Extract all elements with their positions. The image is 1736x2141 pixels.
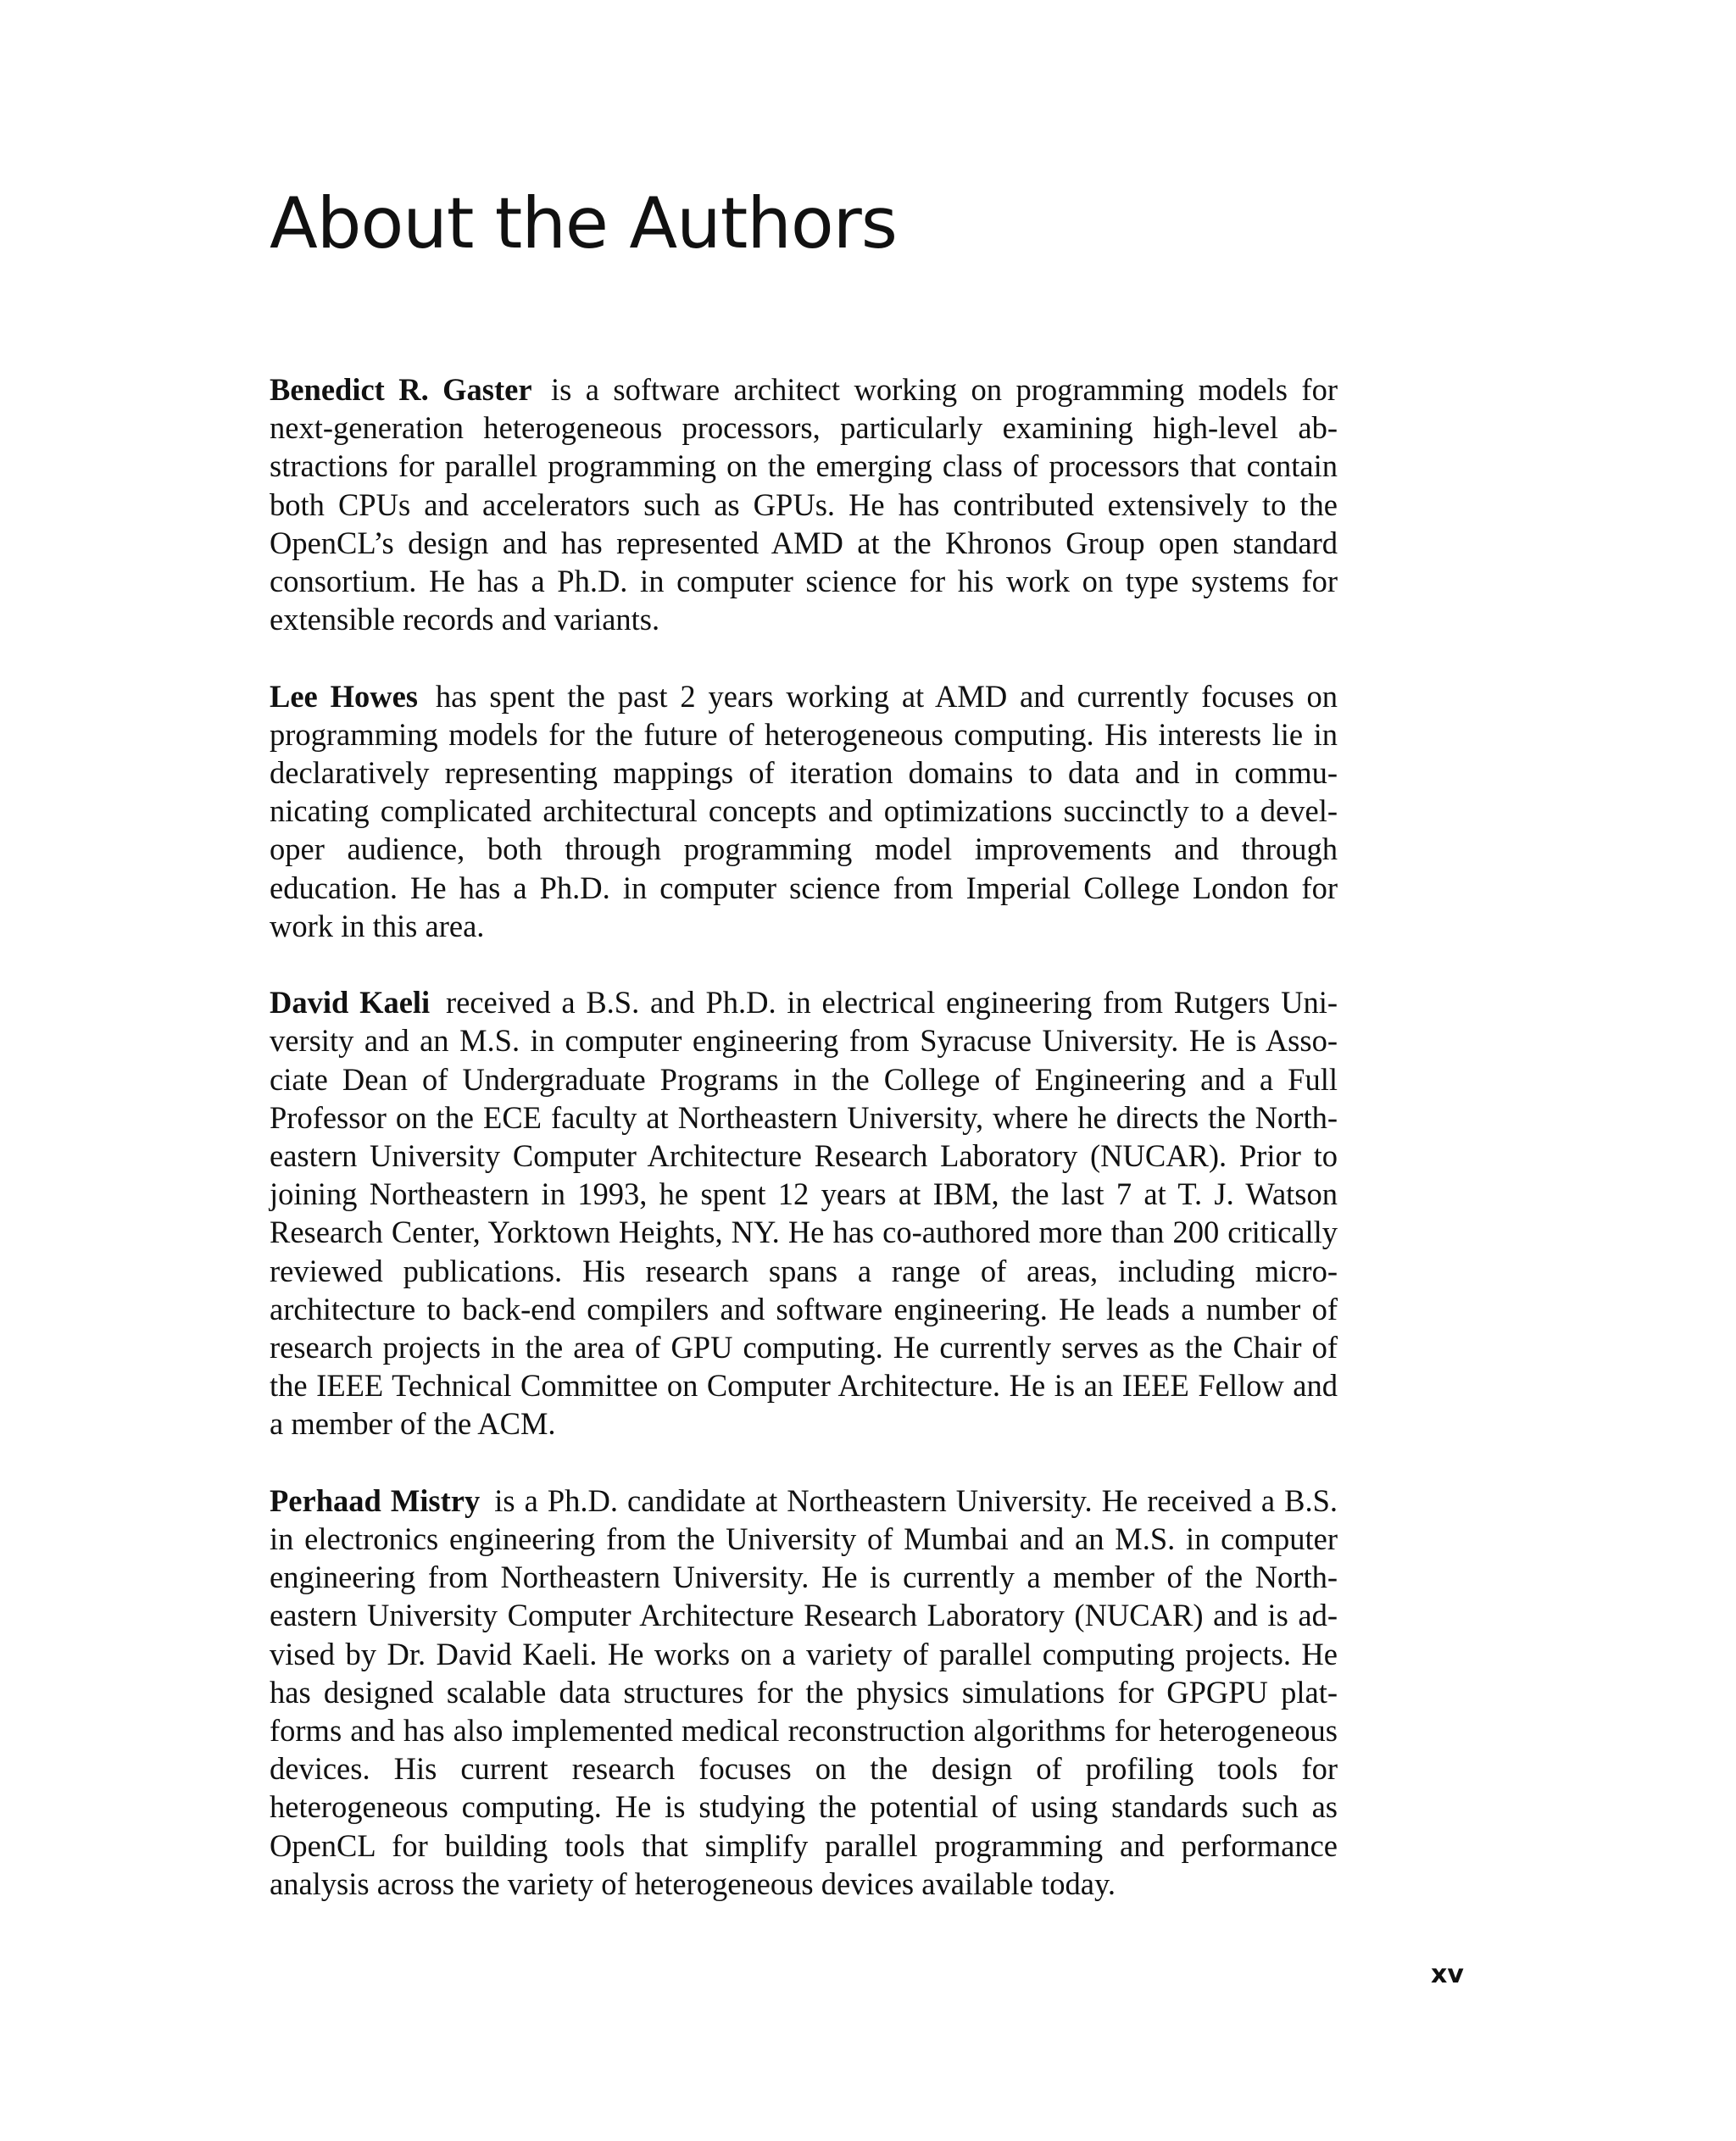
bio-text: has spent the past 2 years working at AMD and currently focuses on programming models for the future of heterogeneous computing. His interests lie in declaratively representing mappings of iteration domains to data and in communicating complicated architectural concepts and optimizations succinctly to a developer audience, both through programming model improvements and through education. He has a Ph.D. in computer science from Imperial College London for work in this area. bbox=[270, 678, 1338, 943]
bio-benedict-gaster bbox=[270, 370, 1338, 638]
bio-text: is a Ph.D. candidate at Northeastern University. He received a B.S. in electronics engineering from the University of Mumbai and an M.S. in computer engineering from Northeastern University. He is currently a member of the Northeastern University Computer Architecture Research Laboratory (NUCAR) and is advised by Dr. David Kaeli. He works on a variety of parallel computing projects. He has designed scalable data structures for the physics simulations for GPGPU platforms and has also implemented medical reconstruction algorithms for heterogeneous devices. His current research focuses on the design of profiling tools for heterogeneous computing. He is studying the potential of using standards such as OpenCL for building tools that simplify parallel programming and performance analysis across the variety of heterogeneous devices available today. bbox=[270, 1482, 1338, 1901]
bio-perhaad-mistry bbox=[270, 1482, 1338, 1903]
page-number: xv bbox=[1431, 1960, 1464, 1989]
author-bios bbox=[270, 370, 1338, 1941]
page-title: About the Authors bbox=[270, 182, 898, 264]
bio-text: received a B.S. and Ph.D. in electrical engineering from Rutgers University and an M.S. in computer engineering from Syracuse University. He is Associate Dean of Undergraduate Programs in the College of Engineering and a Full Professor on the ECE faculty at Northeastern University, where he directs the Northeastern University Computer Architecture Research Laboratory (NUCAR). Prior to joining Northeastern in 1993, he spent 12 years at IBM, the last 7 at T. J. Watson Research Center, Yorktown Heights, NY. He has co-authored more than 200 critically reviewed publications. His research spans a range of areas, including microarchitecture to back-end compilers and software engineering. He leads a number of research projects in the area of GPU computing. He currently serves as the Chair of the IEEE Technical Committee on Computer Architecture. He is an IEEE Fellow and a member of the ACM. bbox=[270, 985, 1338, 1442]
author-name: Lee Howes bbox=[270, 678, 419, 714]
bio-david-kaeli bbox=[270, 983, 1338, 1443]
author-name: David Kaeli bbox=[270, 985, 431, 1020]
author-name: Benedict R. Gaster bbox=[270, 372, 532, 407]
author-name: Perhaad Mistry bbox=[270, 1482, 481, 1518]
bio-text: is a software architect working on programming models for next-generation heterogeneous processors, particularly examining high-level abstractions for parallel programming on the emerging class of processors that contain both CPUs and accelerators such as GPUs. He has contributed extensively to the OpenCL’s design and has represented AMD at the Khronos Group open standard consortium. He has a Ph.D. in computer science for his work on type systems for extensible records and variants. bbox=[270, 372, 1338, 637]
bio-lee-howes bbox=[270, 677, 1338, 945]
